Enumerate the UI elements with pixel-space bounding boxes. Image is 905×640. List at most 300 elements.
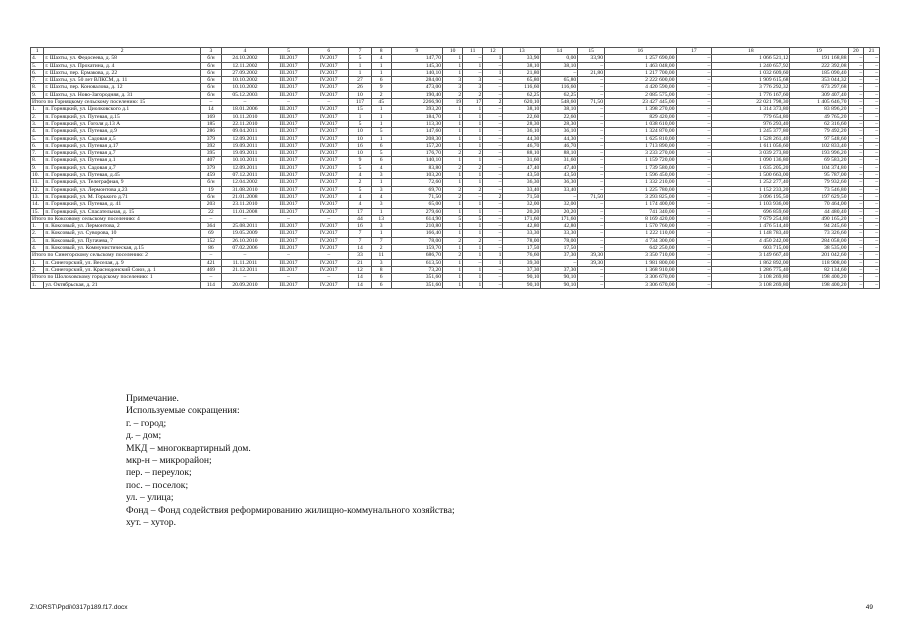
table-cell: 6 (371, 274, 391, 281)
table-cell: 2. (31, 230, 44, 237)
table-cell: 44,30 (541, 135, 578, 142)
table-cell: – (483, 281, 503, 288)
table-cell: 3 (371, 186, 391, 193)
table-cell: – (848, 84, 864, 91)
table-cell: – (864, 106, 880, 113)
table-cell: – (848, 208, 864, 215)
table-cell: 222 392,08 (790, 62, 848, 69)
table-cell: 71,50 (391, 193, 442, 200)
table-cell: III.2017 (268, 91, 308, 98)
table-cell: 38,10 (541, 106, 578, 113)
table-cell: – (483, 237, 503, 244)
table-cell: 208,30 (391, 135, 442, 142)
table-cell: – (541, 259, 578, 266)
table-cell: – (578, 201, 605, 208)
column-number: 13 (503, 48, 541, 55)
table-cell: 1 (443, 201, 463, 208)
table-cell: – (864, 135, 880, 142)
table-cell: 90,10 (503, 274, 541, 281)
column-number: 5 (268, 48, 308, 55)
table-cell: – (578, 223, 605, 230)
table-cell: 1 (371, 62, 391, 69)
table-cell: – (578, 172, 605, 179)
table-cell: 14 (200, 106, 221, 113)
table-cell: 11. (31, 179, 44, 186)
table-cell: – (864, 157, 880, 164)
table-cell: 11 (371, 252, 391, 259)
table-cell: – (578, 150, 605, 157)
table-cell: – (483, 215, 503, 222)
table-cell: – (848, 128, 864, 135)
table-cell: – (309, 252, 349, 259)
address-cell: г. Шахты, ул. 50 лет ВЛКСМ, д. 11 (44, 77, 200, 84)
table-cell: – (864, 252, 880, 259)
table-cell: – (864, 142, 880, 149)
table-cell: 2 (371, 245, 391, 252)
table-cell: 23 427 445,00 (605, 99, 676, 106)
table-cell: 12.11.2002 (222, 62, 269, 69)
table-cell: 1 (483, 252, 503, 259)
table-cell: IV.2017 (309, 164, 349, 171)
table-cell: – (578, 157, 605, 164)
table-cell: 5 (349, 120, 371, 127)
table-cell: – (268, 215, 308, 222)
table-cell: 198 400,20 (790, 281, 848, 288)
table-cell: 2 (463, 91, 483, 98)
abbrev-4: мкр-н – микрорайон; (126, 455, 212, 467)
table-cell: 43,50 (503, 172, 541, 179)
table-cell: 69 (200, 230, 221, 237)
table-cell: 9 (349, 157, 371, 164)
table-cell: 1 (443, 223, 463, 230)
table-cell: – (864, 237, 880, 244)
table-cell: 279,60 (391, 208, 442, 215)
table-cell: 1 222 110,00 (605, 230, 676, 237)
table-cell: – (676, 193, 712, 200)
table-cell: – (864, 99, 880, 106)
table-cell: 1 (463, 266, 483, 273)
table-cell: – (268, 274, 308, 281)
table-cell: 46,70 (541, 142, 578, 149)
table-cell: – (268, 99, 308, 106)
table-cell: III.2017 (268, 113, 308, 120)
table-cell: – (848, 157, 864, 164)
table-cell: 5 (443, 215, 463, 222)
table-cell: – (676, 179, 712, 186)
table-cell: IV.2017 (309, 55, 349, 62)
table-cell: 1 (463, 106, 483, 113)
table-cell: – (864, 281, 880, 288)
table-cell: 37,30 (541, 252, 578, 259)
table-cell: – (864, 55, 880, 62)
table-cell: 1 (443, 245, 463, 252)
table-cell: 103,20 (391, 172, 442, 179)
column-number: 8 (371, 48, 391, 55)
table-row (31, 281, 880, 288)
column-number: 15 (578, 48, 605, 55)
table-cell: 185 090,40 (790, 69, 848, 76)
table-cell: 1 (443, 230, 463, 237)
table-cell: – (483, 245, 503, 252)
table-cell: 1 (483, 69, 503, 76)
table-cell: 1 (443, 157, 463, 164)
address-cell: п. Горняцкий, ул. Путевая д.1 (44, 157, 200, 164)
table-cell: – (483, 230, 503, 237)
address-cell: п. Горняцкий, ул. Телеграфная, 9 (44, 179, 200, 186)
table-cell: 1 (371, 230, 391, 237)
table-cell: III.2017 (268, 172, 308, 179)
table-cell: – (483, 62, 503, 69)
table-cell: – (483, 164, 503, 171)
table-cell: – (864, 193, 880, 200)
table-cell: IV.2017 (309, 266, 349, 273)
table-cell: 36,10 (503, 128, 541, 135)
table-row (31, 186, 880, 193)
table-row (31, 266, 880, 273)
table-row (31, 142, 880, 149)
table-cell: 73 546,80 (790, 186, 848, 193)
table-cell: 741 340,00 (605, 208, 676, 215)
table-cell: 3 108 269,80 (712, 274, 790, 281)
table-cell: III.2017 (268, 84, 308, 91)
table-cell: – (222, 99, 269, 106)
table-cell: III.2017 (268, 237, 308, 244)
table-cell: 70 464,00 (790, 201, 848, 208)
table-cell: 17,50 (503, 245, 541, 252)
table-cell: – (578, 62, 605, 69)
table-cell: 10.11.2010 (222, 113, 269, 120)
table-cell: IV.2017 (309, 113, 349, 120)
table-cell: 10 (349, 135, 371, 142)
table-cell: 33,40 (541, 186, 578, 193)
table-cell: – (848, 215, 864, 222)
table-cell: 10.10.2011 (222, 157, 269, 164)
table-cell: – (848, 135, 864, 142)
table-cell: 86 (200, 245, 221, 252)
table-cell: 1 (443, 55, 463, 62)
table-cell: – (483, 157, 503, 164)
table-body (31, 48, 880, 289)
table-cell: – (848, 172, 864, 179)
table-cell: 116,60 (503, 84, 541, 91)
table-cell: – (578, 237, 605, 244)
table-row (31, 201, 880, 208)
table-cell: 3 (443, 77, 463, 84)
table-cell: 1 (443, 274, 463, 281)
table-cell: – (864, 201, 880, 208)
address-cell: п. Горняцкий, ул. Путевая д.17 (44, 142, 200, 149)
table-cell: 38,10 (541, 62, 578, 69)
table-cell: 83,80 (391, 164, 442, 171)
column-number: 6 (309, 48, 349, 55)
table-cell: 22 (200, 208, 221, 215)
table-cell: 1 (463, 281, 483, 288)
table-cell: 393,20 (391, 106, 442, 113)
table-cell: III.2017 (268, 150, 308, 157)
table-row (31, 69, 880, 76)
column-number: 19 (790, 48, 848, 55)
table-cell: III.2017 (268, 193, 308, 200)
table-cell: III.2017 (268, 120, 308, 127)
table-cell: – (578, 84, 605, 91)
table-cell: 1 635 205,20 (712, 164, 790, 171)
table-cell: 1 (349, 113, 371, 120)
table-cell: 1 (443, 106, 463, 113)
table-cell: 1 (443, 179, 463, 186)
table-cell: – (676, 274, 712, 281)
table-cell: 642 250,00 (605, 245, 676, 252)
table-row (31, 259, 880, 266)
table-cell: 614,90 (391, 215, 442, 222)
table-cell: 140,10 (391, 69, 442, 76)
table-cell: 10 (349, 91, 371, 98)
table-cell: 33,30 (503, 230, 541, 237)
table-cell: – (463, 259, 483, 266)
table-cell: 7 679 254,80 (712, 215, 790, 222)
table-header-row (31, 48, 880, 55)
table-cell: 36,10 (541, 128, 578, 135)
table-cell: IV.2017 (309, 223, 349, 230)
table-cell: 353 044,32 (790, 77, 848, 84)
abbrev-3: МКД – многоквартирный дом. (126, 442, 251, 454)
table-cell: 22 021 798,30 (712, 99, 790, 106)
table-cell: – (222, 215, 269, 222)
table-cell: – (676, 266, 712, 273)
table-cell: 1 368 910,00 (605, 266, 676, 273)
table-cell: – (676, 237, 712, 244)
table-cell: 6. (31, 142, 44, 149)
table-cell: 421 (200, 259, 221, 266)
table-cell: 4 (349, 172, 371, 179)
table-cell: – (578, 135, 605, 142)
table-cell: 78,00 (541, 237, 578, 244)
table-cell: – (483, 208, 503, 215)
table-cell: 27.09.2002 (222, 69, 269, 76)
table-cell: – (578, 266, 605, 273)
table-cell: – (200, 252, 221, 259)
table-cell: 13. (31, 193, 44, 200)
table-cell: III.2017 (268, 259, 308, 266)
address-cell: г. Шахты, пер. Коновалова, д. 12 (44, 84, 200, 91)
table-cell: – (864, 84, 880, 91)
column-number: 1 (31, 48, 44, 55)
subtotal-label: Итого по Шолоховскому городскому поселению: 1 (31, 274, 201, 281)
table-cell: – (676, 99, 712, 106)
table-cell: 1 (463, 128, 483, 135)
table-cell: 31.08.2010 (222, 186, 269, 193)
table-cell: 1 (463, 120, 483, 127)
table-cell: 6 (371, 142, 391, 149)
column-number: 11 (463, 48, 483, 55)
table-cell: 2 (463, 164, 483, 171)
table-cell: 140,10 (391, 157, 442, 164)
table-cell: б/н (200, 55, 221, 62)
table-cell: 116,60 (541, 84, 578, 91)
table-cell: 7. (31, 77, 44, 84)
table-cell: – (676, 113, 712, 120)
address-cell: г. Шахты, ул. Прохатина, д. 4 (44, 62, 200, 69)
table-cell: б/н (200, 62, 221, 69)
table-cell: – (676, 259, 712, 266)
table-cell: – (848, 91, 864, 98)
column-number: 7 (349, 48, 371, 55)
table-cell: 16 (349, 142, 371, 149)
table-cell: 4 (349, 201, 371, 208)
table-cell: – (848, 193, 864, 200)
table-cell: 3 233 270,00 (605, 150, 676, 157)
table-cell: 6 (371, 281, 391, 288)
table-cell: IV.2017 (309, 128, 349, 135)
table-cell: 1 (443, 135, 463, 142)
table-cell: – (864, 164, 880, 171)
table-cell: III.2017 (268, 266, 308, 273)
table-cell: IV.2017 (309, 172, 349, 179)
table-cell: 190,40 (391, 91, 442, 98)
notes-section (126, 393, 455, 529)
table-cell: 395 (200, 150, 221, 157)
table-cell: – (578, 120, 605, 127)
table-cell: – (676, 142, 712, 149)
table-cell: 1 (443, 266, 463, 273)
table-cell: 1 (443, 128, 463, 135)
table-cell: – (676, 245, 712, 252)
table-cell: 10.10.2002 (222, 77, 269, 84)
table-cell: 1 (371, 113, 391, 120)
table-cell: 673 297,68 (790, 84, 848, 91)
table-cell: – (578, 274, 605, 281)
table-cell: – (848, 120, 864, 127)
table-cell: 351,60 (391, 274, 442, 281)
table-cell: 1 862 892,00 (712, 259, 790, 266)
table-cell: IV.2017 (309, 281, 349, 288)
table-cell: – (578, 215, 605, 222)
table-cell: 2 (443, 91, 463, 98)
table-cell: 3 149 667,40 (712, 252, 790, 259)
table-cell: 1 713 890,00 (605, 142, 676, 149)
table-cell: – (848, 237, 864, 244)
table-cell: 72,60 (391, 179, 442, 186)
table-cell: 1 (463, 274, 483, 281)
table-cell: 469 (200, 266, 221, 273)
table-cell: 829 420,00 (605, 113, 676, 120)
table-cell: 147,60 (391, 128, 442, 135)
subtotal-row (31, 252, 880, 259)
table-cell: 473,00 (391, 84, 442, 91)
address-cell: г. Шахты, ул. Ново-Загородняя, д. 31 (44, 91, 200, 98)
table-cell: 3 776 292,32 (712, 84, 790, 91)
table-cell: 1 (463, 201, 483, 208)
table-cell: 169 (200, 113, 221, 120)
table-cell: – (676, 208, 712, 215)
table-cell: 2 (463, 150, 483, 157)
abbrev-1: г. – город; (126, 417, 167, 429)
table-cell: 210,80 (391, 223, 442, 230)
table-cell: 4 (371, 193, 391, 200)
table-cell: 71,50 (578, 99, 605, 106)
table-cell: 38 535,00 (790, 245, 848, 252)
table-cell: – (541, 193, 578, 200)
table-cell: 9 (371, 84, 391, 91)
table-cell: 10 (349, 150, 371, 157)
table-cell: 147,70 (391, 55, 442, 62)
table-cell: 24.10.2002 (222, 55, 269, 62)
table-cell: 3 (371, 259, 391, 266)
table-cell: – (483, 172, 503, 179)
table-cell: б/н (200, 77, 221, 84)
table-cell: – (864, 215, 880, 222)
table-cell: 1 (443, 172, 463, 179)
table-row (31, 113, 880, 120)
table-cell: 1 103 936,00 (712, 201, 790, 208)
table-row (31, 106, 880, 113)
table-cell: 23.11.2010 (222, 201, 269, 208)
table-cell: 27 (349, 77, 371, 84)
address-cell: п. Горняцкий, ул. Путевая, д. 41 (44, 201, 200, 208)
table-row (31, 157, 880, 164)
table-cell: 3. (31, 120, 44, 127)
table-cell: 32,00 (503, 201, 541, 208)
table-cell: 1 (463, 135, 483, 142)
table-cell: 1 (371, 106, 391, 113)
table-cell: – (676, 230, 712, 237)
table-cell: 1 (371, 135, 391, 142)
table-cell: IV.2017 (309, 157, 349, 164)
table-cell: 117 (349, 99, 371, 106)
table-cell: 1 (443, 120, 463, 127)
table-cell: 8. (31, 157, 44, 164)
table-cell: – (864, 150, 880, 157)
address-cell: п. Коксовый, ул. Лермонтова, 2 (44, 223, 200, 230)
table-cell: 1. (31, 106, 44, 113)
table-cell: 17,50 (541, 245, 578, 252)
table-cell: 104 374,80 (790, 164, 848, 171)
table-cell: – (676, 157, 712, 164)
table-cell: 4 (371, 164, 391, 171)
table-cell: III.2017 (268, 245, 308, 252)
column-number: 16 (605, 48, 676, 55)
table-cell: 407 (200, 157, 221, 164)
table-cell: – (676, 164, 712, 171)
table-cell: 2 085 575,00 (605, 91, 676, 98)
table-cell: 45 (371, 99, 391, 106)
table-cell: 11.01.2008 (222, 208, 269, 215)
column-number: 10 (443, 48, 463, 55)
table-cell: IV.2017 (309, 208, 349, 215)
table-cell: – (676, 135, 712, 142)
table-cell: – (848, 230, 864, 237)
table-cell: 14. (31, 201, 44, 208)
table-cell: IV.2017 (309, 62, 349, 69)
table-row (31, 150, 880, 157)
table-cell: – (483, 201, 503, 208)
table-cell: 78,00 (391, 237, 442, 244)
table-cell: 28,30 (541, 120, 578, 127)
table-cell: III.2017 (268, 128, 308, 135)
table-cell: 1 (371, 69, 391, 76)
table-row (31, 172, 880, 179)
table-cell: 1 611 056,60 (712, 142, 790, 149)
table-cell: III.2017 (268, 179, 308, 186)
table-cell: 976 293,40 (712, 120, 790, 127)
table-cell: 3 350 710,00 (605, 252, 676, 259)
table-cell: – (848, 252, 864, 259)
table-cell: III.2017 (268, 208, 308, 215)
table-cell: 33,90 (578, 55, 605, 62)
table-cell: III.2017 (268, 135, 308, 142)
address-cell: п. Горняцкий, ул. Путевая, д.45 (44, 172, 200, 179)
table-cell: 19 (443, 99, 463, 106)
table-cell: 379 (200, 164, 221, 171)
